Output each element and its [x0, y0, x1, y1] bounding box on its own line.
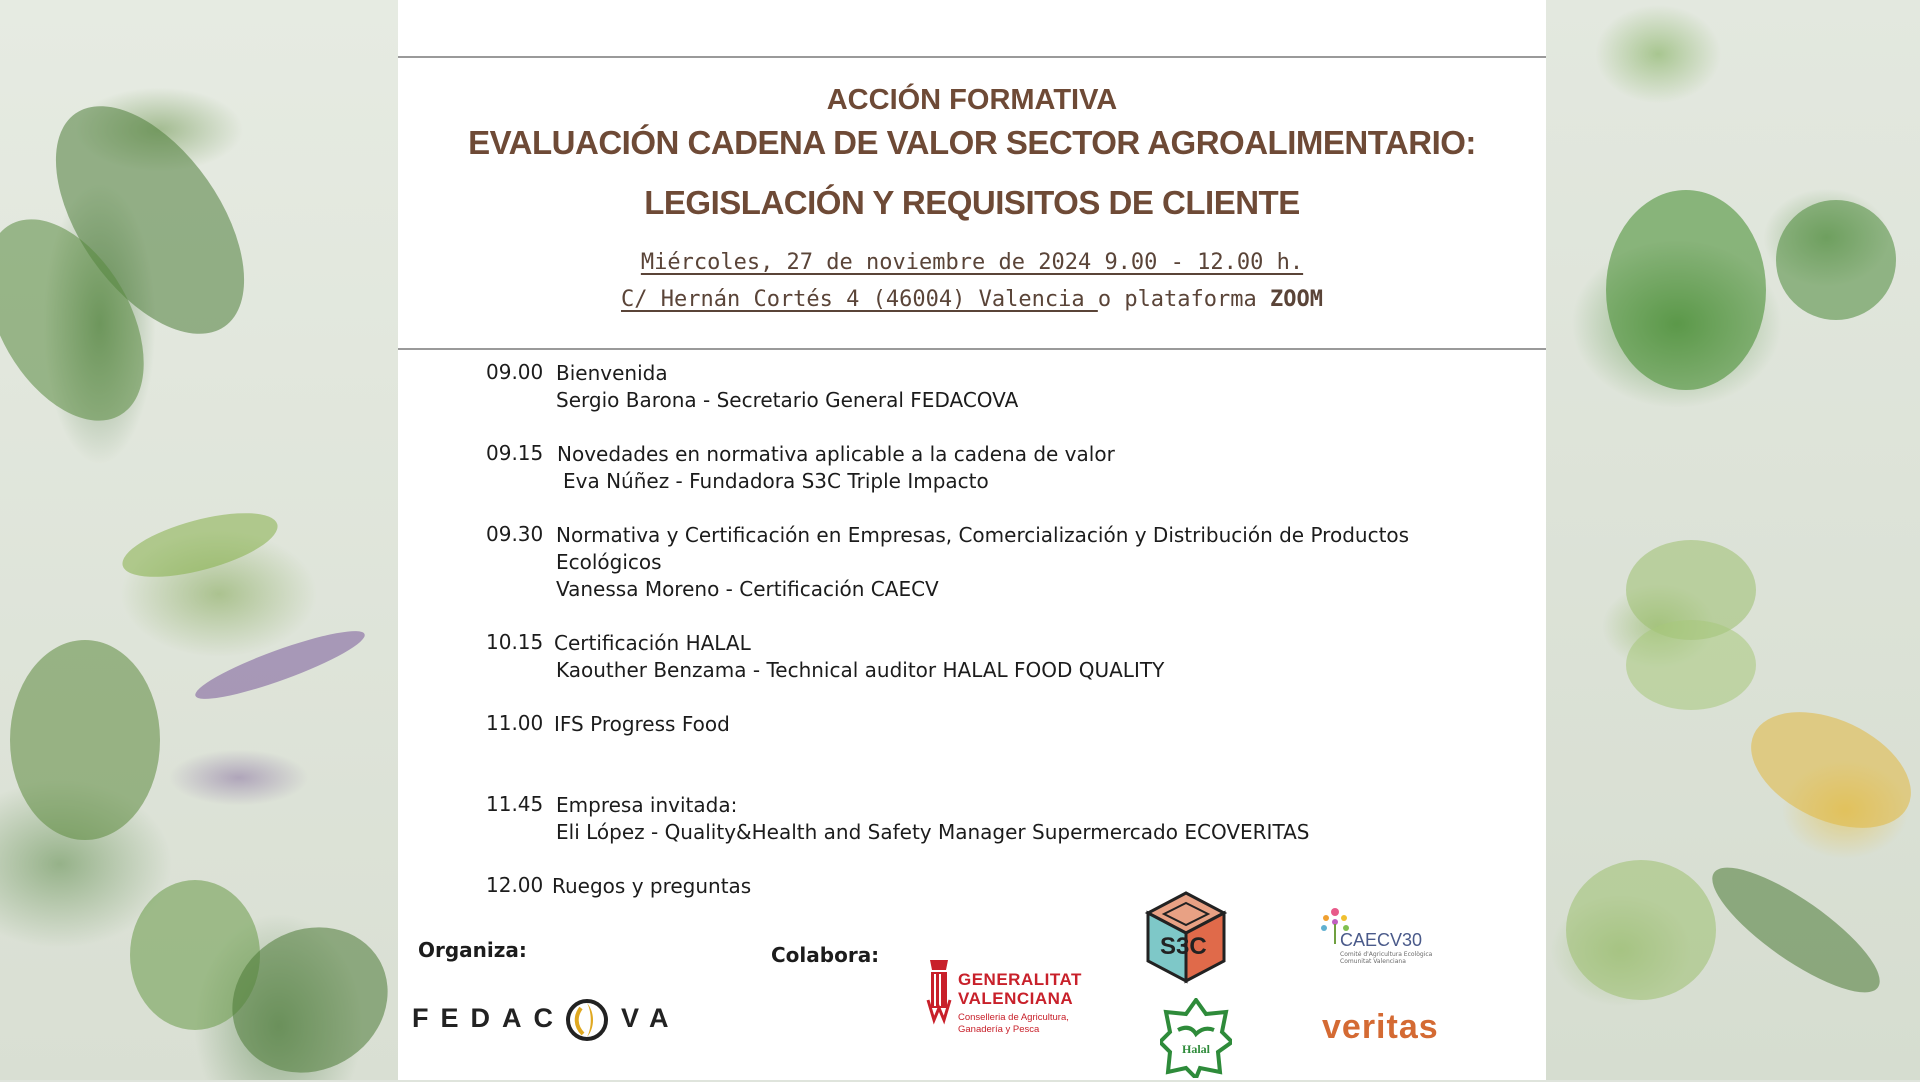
event-datetime-text: Miércoles, 27 de noviembre de 2024 9.00 - 12.00 h.: [640, 250, 1304, 275]
agenda-speaker: Eva Núñez - Fundadora S3C Triple Impacto: [563, 469, 989, 493]
caecv-sub2: Comunitat Valenciana: [1340, 958, 1406, 965]
generalitat-sub1: Conselleria de Agricultura,: [958, 1012, 1069, 1023]
event-address: C/ Hernán Cortés 4 (46004) Valencia: [621, 287, 1098, 312]
fedacova-o-icon: [565, 998, 609, 1042]
vegetable-background-left: [0, 0, 398, 1080]
caecv-logo-text: CAECV30: [1340, 930, 1423, 950]
course-title: EVALUACIÓN CADENA DE VALOR SECTOR AGROALIMENTARIO:: [468, 124, 1476, 161]
organiza-label: Organiza:: [418, 938, 527, 962]
event-platform: ZOOM: [1270, 287, 1323, 312]
caecv-logo: [1318, 904, 1458, 974]
generalitat-crest-icon: [926, 960, 952, 1026]
title-block: [398, 80, 1546, 226]
agenda-time: 12.00: [486, 873, 544, 897]
halal-logo-text: Halal: [1182, 1042, 1211, 1056]
fedacova-logo-text-right: VA: [621, 1003, 681, 1034]
caecv-sub1: Comité d'Agricultura Ecològica: [1340, 951, 1433, 958]
agenda-speaker: Sergio Barona - Secretario General FEDACOVA: [556, 388, 1019, 412]
agenda-speaker: Kaouther Benzama - Technical auditor HALAL FOOD QUALITY: [556, 658, 1165, 682]
course-subtitle: LEGISLACIÓN Y REQUISITOS DE CLIENTE: [644, 184, 1300, 221]
halal-star-icon: [1160, 998, 1232, 1078]
middle-divider: [398, 348, 1546, 350]
course-type-heading: ACCIÓN FORMATIVA: [826, 84, 1118, 116]
event-or-text: o plataforma: [1097, 287, 1271, 312]
agenda-topic: IFS Progress Food: [554, 712, 730, 736]
agenda-time: 09.30: [486, 522, 544, 546]
agenda-speaker: Eli López - Quality&Health and Safety Manager Supermercado ECOVERITAS: [556, 820, 1310, 844]
vegetable-background-right: [1546, 0, 1920, 1080]
agenda-speaker: Vanessa Moreno - Certificación CAECV: [556, 577, 939, 601]
agenda-topic: Normativa y Certificación en Empresas, Comercialización y Distribución de Productos: [556, 523, 1410, 547]
s3c-logo: [1144, 889, 1228, 985]
top-divider: [398, 56, 1546, 58]
agenda-topic: Ruegos y preguntas: [552, 874, 752, 898]
halal-food-quality-logo: [1160, 998, 1232, 1078]
event-datetime: [398, 250, 1546, 275]
agenda-topic-continued: Ecológicos: [556, 550, 662, 574]
fedacova-logo: [412, 998, 681, 1042]
agenda-time: 11.00: [486, 711, 544, 735]
veritas-logo-text: veritas: [1322, 1010, 1439, 1044]
veritas-logo: [1322, 1010, 1482, 1044]
colabora-label: Colabora:: [771, 943, 880, 967]
agenda-topic: Novedades en normativa aplicable a la cadena de valor: [557, 442, 1115, 466]
generalitat-line1: GENERALITAT: [958, 970, 1082, 989]
content-panel: [398, 0, 1546, 1080]
agenda-time: 10.15: [486, 630, 544, 654]
agenda-topic: Certificación HALAL: [554, 631, 751, 655]
agenda-time: 09.15: [486, 441, 544, 465]
s3c-logo-text: S3C: [1160, 933, 1207, 960]
event-location: [398, 287, 1546, 312]
agenda-topic: Empresa invitada:: [556, 793, 738, 817]
agenda-time: 09.00: [486, 360, 544, 384]
fedacova-logo-text-left: FEDAC: [412, 1003, 565, 1034]
agenda-topic: Bienvenida: [556, 361, 668, 385]
generalitat-valenciana-logo: [926, 958, 1086, 1038]
generalitat-line2: VALENCIANA: [958, 989, 1074, 1008]
generalitat-sub2: Ganadería y Pesca: [958, 1024, 1040, 1035]
agenda-time: 11.45: [486, 792, 544, 816]
